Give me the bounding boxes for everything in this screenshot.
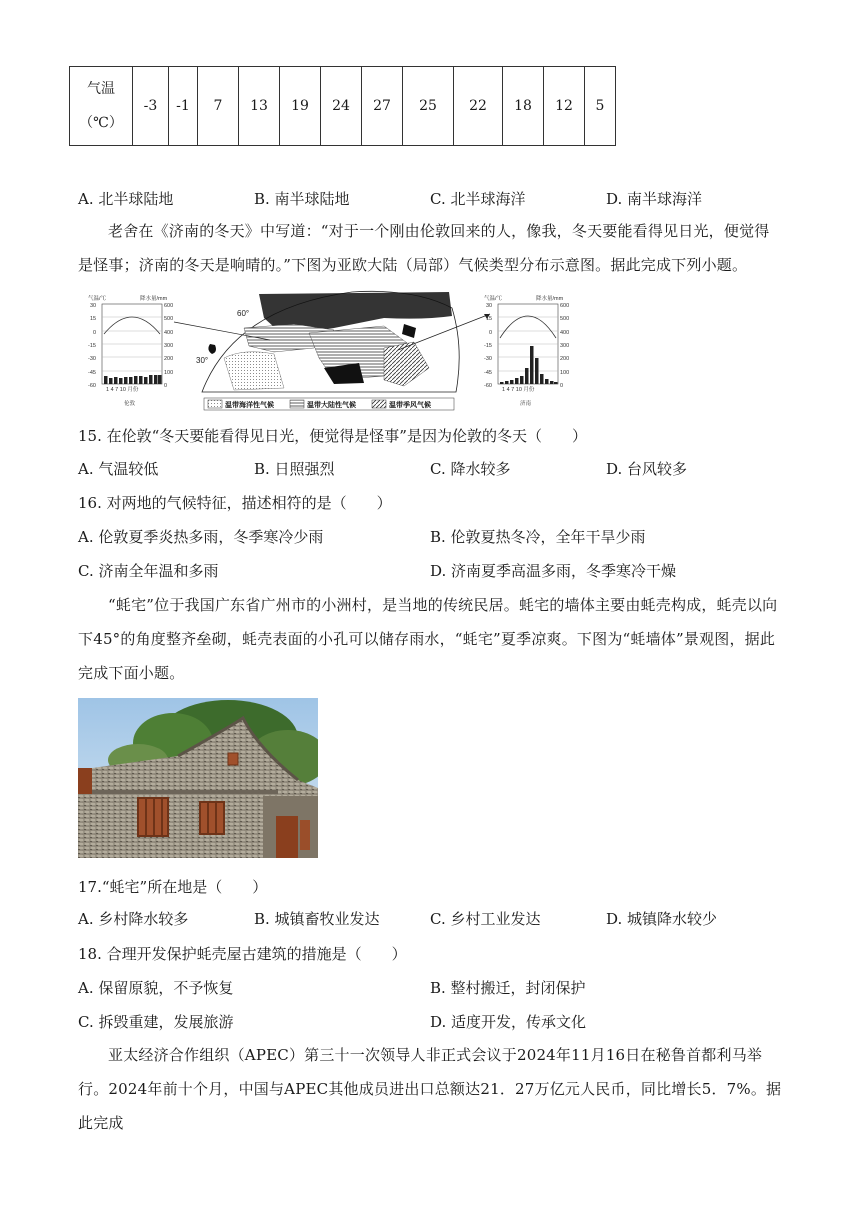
- option-d[interactable]: D. 南半球海洋: [606, 190, 703, 208]
- tick-label: -15: [484, 343, 492, 349]
- option-a[interactable]: A. 伦敦夏季炎热多雨，冬季寒冷少雨: [78, 528, 324, 546]
- legend-label: 温带大陆性气候: [307, 402, 356, 409]
- precip-bars: [500, 346, 558, 384]
- temperature-curve: [500, 316, 556, 338]
- tick-label: -60: [88, 383, 96, 389]
- table-row: [70, 67, 616, 146]
- temperature-curve: [104, 317, 160, 334]
- tick-label: 15: [486, 316, 493, 322]
- tick-label: -60: [484, 383, 492, 389]
- climate-figure-svg: [84, 288, 584, 412]
- option-a[interactable]: A. 北半球陆地: [78, 190, 174, 208]
- temp-cell: 22: [454, 67, 503, 146]
- legend-label: 温带季风气候: [389, 402, 431, 409]
- lat-label: 60°: [237, 309, 250, 318]
- jinan-climate-chart: [484, 294, 569, 407]
- legend-swatch: [290, 400, 304, 408]
- question-stem: 15. 在伦敦“冬天要能看得见日光，便觉得是怪事”是因为伦敦的冬天（ ）: [78, 427, 587, 445]
- option-b[interactable]: B. 南半球陆地: [254, 190, 350, 208]
- option-b[interactable]: B. 城镇畜牧业发达: [254, 910, 380, 928]
- table-row-label: [70, 67, 133, 146]
- precip-bars: [104, 375, 162, 384]
- option-c[interactable]: C. 降水较多: [430, 460, 511, 478]
- x-axis-label: 1 4 7 10 月份: [106, 387, 139, 393]
- tick-label: 500: [164, 316, 174, 322]
- option-d[interactable]: D. 台风较多: [606, 460, 688, 478]
- option-c[interactable]: C. 济南全年温和多雨: [78, 562, 219, 580]
- tick-label: 600: [560, 303, 570, 309]
- tick-label: -30: [484, 356, 492, 362]
- tick-label: 15: [90, 316, 97, 322]
- option-b[interactable]: B. 伦敦夏热冬冷，全年干旱少雨: [430, 528, 646, 546]
- tick-label: 500: [560, 316, 570, 322]
- tick-label: 300: [560, 343, 570, 349]
- option-c[interactable]: C. 北半球海洋: [430, 190, 526, 208]
- tick-label: 200: [164, 356, 174, 362]
- option-c[interactable]: C. 乡村工业发达: [430, 910, 541, 928]
- tick-label: 600: [164, 303, 174, 309]
- option-d[interactable]: D. 城镇降水较少: [606, 910, 718, 928]
- tick-label: 0: [560, 383, 564, 389]
- tick-label: 400: [560, 330, 570, 336]
- tick-label: -45: [88, 370, 96, 376]
- passage-text: 老舍在《济南的冬天》中写道：“对于一个刚由伦敦回来的人，像我，冬天要能看得见日光，便觉得是怪事；济南的冬天是响晴的。”下图为亚欧大陆（局部）气候类型分布示意图。据此完成下列小题。: [78, 222, 770, 274]
- temp-cell: 19: [280, 67, 321, 146]
- temp-cell: -3: [133, 67, 169, 146]
- london-climate-chart: [88, 294, 173, 407]
- question-stem: 16. 对两地的气候特征，描述相符的是（ ）: [78, 494, 392, 512]
- legend-swatch: [208, 400, 222, 408]
- temp-cell: 27: [362, 67, 403, 146]
- legend-swatch: [372, 400, 386, 408]
- eurasia-map: [174, 291, 493, 392]
- climate-figure: [84, 288, 584, 412]
- tick-label: -15: [88, 343, 96, 349]
- tick-label: 0: [93, 330, 97, 336]
- question-stem: 17.“蚝宅”所在地是（ ）: [78, 878, 268, 896]
- tick-label: 200: [560, 356, 570, 362]
- passage-text: “蚝宅”位于我国广东省广州市的小洲村，是当地的传统民居。蚝宅的墙体主要由蚝壳构成，蚝壳以向下45°的角度整齐垒砌，蚝壳表面的小孔可以储存雨水，“蚝宅”夏季凉爽。下图为“蚝墙体”景观图，据此完成下面小题。: [78, 596, 778, 682]
- option-d[interactable]: D. 适度开发，传承文化: [430, 1013, 587, 1031]
- option-a[interactable]: A. 保留原貌，不予恢复: [78, 979, 234, 997]
- y-right-title: 降水量/mm: [536, 296, 564, 302]
- question-stem: 18. 合理开发保护蚝壳屋古建筑的措施是（ ）: [78, 945, 407, 963]
- temp-cell: 5: [585, 67, 616, 146]
- y-right-title: 降水量/mm: [140, 296, 168, 302]
- tick-label: 100: [560, 370, 570, 376]
- temp-cell: 18: [503, 67, 544, 146]
- tick-label: 300: [164, 343, 174, 349]
- oyster-house-image: [78, 698, 318, 858]
- city-label: 伦敦: [124, 401, 136, 407]
- tick-label: 0: [489, 330, 493, 336]
- option-d[interactable]: D. 济南夏季高温多雨，冬季寒冷干燥: [430, 562, 677, 580]
- temp-cell: 12: [544, 67, 585, 146]
- y-left-title: 气温/℃: [484, 296, 503, 302]
- temp-cell: 24: [321, 67, 362, 146]
- tick-label: 0: [164, 383, 168, 389]
- map-legend: [204, 398, 454, 410]
- label-line: （℃）: [79, 115, 123, 131]
- label-line: 气温: [87, 81, 115, 97]
- temp-cell: 25: [403, 67, 454, 146]
- tick-label: -30: [88, 356, 96, 362]
- x-axis-label: 1 4 7 10 月份: [502, 387, 535, 393]
- option-c[interactable]: C. 拆毁重建，发展旅游: [78, 1013, 234, 1031]
- option-a[interactable]: A. 气温较低: [78, 460, 159, 478]
- tick-label: 400: [164, 330, 174, 336]
- tick-label: 30: [90, 303, 97, 309]
- option-b[interactable]: B. 整村搬迁，封闭保护: [430, 979, 586, 997]
- y-left-title: 气温/℃: [88, 296, 107, 302]
- tick-label: 30: [486, 303, 493, 309]
- tick-label: 100: [164, 370, 174, 376]
- lat-label: 30°: [196, 356, 209, 365]
- temp-cell: 7: [198, 67, 239, 146]
- temperature-table: [69, 66, 616, 146]
- legend-label: 温带海洋性气候: [225, 402, 274, 409]
- city-label: 济南: [520, 401, 532, 407]
- passage-text: 亚太经济合作组织（APEC）第三十一次领导人非正式会议于2024年11月16日在秘鲁首都利马举行。2024年前十个月，中国与APEC其他成员进出口总额达21．27万亿元人民币，同比增长5．7%。据此完成: [78, 1046, 782, 1132]
- tick-label: -45: [484, 370, 492, 376]
- oyster-house-photo: [78, 698, 318, 858]
- temp-cell: 13: [239, 67, 280, 146]
- option-a[interactable]: A. 乡村降水较多: [78, 910, 189, 928]
- option-b[interactable]: B. 日照强烈: [254, 460, 335, 478]
- temp-cell: -1: [169, 67, 198, 146]
